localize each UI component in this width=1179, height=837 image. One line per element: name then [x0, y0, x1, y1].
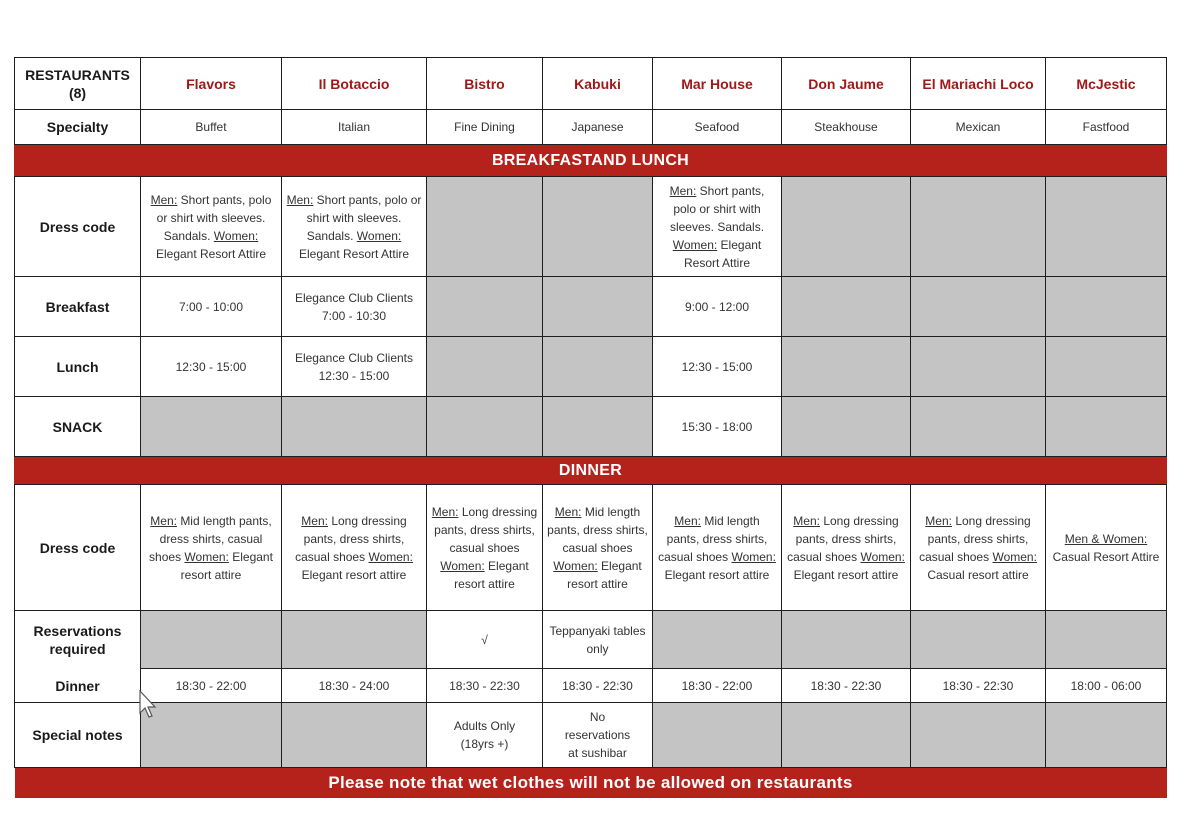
men-label: Men:	[150, 192, 178, 207]
women-dress-text: Elegant resort attire	[567, 558, 642, 591]
bl-dress-code-row	[15, 177, 1167, 277]
women-dress-text: Casual resort attire	[927, 567, 1029, 582]
breakfast-donjaume-unavailable	[782, 277, 911, 337]
men-label: Men:	[286, 192, 314, 207]
notes-flavors-unavailable	[141, 703, 282, 768]
reservations-donjaume-unavailable	[782, 611, 911, 669]
women-label: Women:	[213, 228, 259, 243]
reservations-mariachi-unavailable	[911, 611, 1046, 669]
notes-bistro: Adults Only (18yrs +)	[427, 703, 543, 768]
men-label: Men:	[925, 513, 952, 528]
dinner-time-donjaume: 18:30 - 22:30	[782, 669, 911, 703]
reservations-flavors-unavailable	[141, 611, 282, 669]
restaurants-count-label: RESTAURANTS (8)	[15, 58, 141, 110]
restaurant-name-bistro: Bistro	[427, 58, 543, 110]
specialty-flavors: Buffet	[141, 110, 282, 145]
footer-row	[15, 768, 1167, 798]
specialty-label: Specialty	[15, 110, 141, 145]
bl-dress-marhouse	[653, 177, 782, 277]
dinner-time-mcjestic: 18:00 - 06:00	[1046, 669, 1167, 703]
men-dress-text: Short pants, polo or shirt with sleeves. Sandals.	[669, 183, 765, 234]
dinner-dress-botaccio	[282, 485, 427, 611]
dinner-dress-mcjestic	[1046, 485, 1167, 611]
restaurant-name-kabuki: Kabuki	[543, 58, 653, 110]
notes-mcjestic-unavailable	[1046, 703, 1167, 768]
dinner-dress-flavors	[141, 485, 282, 611]
men-label: Men:	[669, 183, 697, 198]
men-dress-text: Mid length pants, dress shirts, casual shoes	[658, 513, 768, 564]
dinner-times-row	[15, 669, 1167, 703]
men-dress-text: Long dressing pants, dress shirts, casual shoes	[295, 513, 407, 564]
women-label: Women:	[184, 549, 229, 564]
breakfast-row	[15, 277, 1167, 337]
men-label: Men:	[554, 504, 582, 519]
breakfast-botaccio: Elegance Club Clients 7:00 - 10:30	[282, 277, 427, 337]
dinner-time-bistro: 18:30 - 22:30	[427, 669, 543, 703]
notes-marhouse-unavailable	[653, 703, 782, 768]
breakfast-flavors: 7:00 - 10:00	[141, 277, 282, 337]
women-dress-text: Elegant resort attire	[180, 549, 273, 582]
bl-dress-bistro-unavailable	[427, 177, 543, 277]
dinner-time-kabuki: 18:30 - 22:30	[543, 669, 653, 703]
women-dress-text: Elegant resort attire	[454, 558, 529, 591]
breakfast-label: Breakfast	[15, 277, 141, 337]
notes-donjaume-unavailable	[782, 703, 911, 768]
lunch-flavors: 12:30 - 15:00	[141, 337, 282, 397]
notes-mariachi-unavailable	[911, 703, 1046, 768]
specialty-marhouse: Seafood	[653, 110, 782, 145]
reservations-row	[15, 611, 1167, 669]
lunch-marhouse: 12:30 - 15:00	[653, 337, 782, 397]
specialty-row	[15, 110, 1167, 145]
bl-dress-code-label: Dress code	[15, 177, 141, 277]
reservations-label: Reservations required	[15, 611, 141, 669]
men-label: Men:	[150, 513, 177, 528]
men-dress-text: Mid length pants, dress shirts, casual shoes	[149, 513, 272, 564]
wet-clothes-notice: Please note that wet clothes will not be allowed on restaurants	[15, 768, 1167, 798]
bl-dress-kabuki-unavailable	[543, 177, 653, 277]
specialty-donjaume: Steakhouse	[782, 110, 911, 145]
restaurant-name-mcjestic: McJestic	[1046, 58, 1167, 110]
restaurant-name-donjaume: Don Jaume	[782, 58, 911, 110]
women-dress-text: Elegant Resort Attire	[683, 237, 762, 270]
men-label: Men:	[793, 513, 820, 528]
lunch-mariachi-unavailable	[911, 337, 1046, 397]
men-dress-text: Long dressing pants, dress shirts, casual shoes	[787, 513, 899, 564]
breakfast-lunch-title: BREAKFASTAND LUNCH	[15, 145, 1167, 177]
women-label: Women:	[368, 549, 413, 564]
bl-dress-botaccio	[282, 177, 427, 277]
restaurants-header-row	[15, 58, 1167, 110]
mouse-cursor-icon	[138, 690, 160, 720]
snack-flavors-unavailable	[141, 397, 282, 457]
women-dress-text: Elegant Resort Attire	[298, 246, 410, 261]
women-label: Women:	[440, 558, 485, 573]
lunch-donjaume-unavailable	[782, 337, 911, 397]
dinner-dress-bistro	[427, 485, 543, 611]
notes-kabuki: No reservations at sushibar	[543, 703, 653, 768]
dinner-time-marhouse: 18:30 - 22:00	[653, 669, 782, 703]
specialty-mariachi: Mexican	[911, 110, 1046, 145]
dinner-time-mariachi: 18:30 - 22:30	[911, 669, 1046, 703]
bl-dress-donjaume-unavailable	[782, 177, 911, 277]
women-label: Women:	[992, 549, 1037, 564]
snack-botaccio-unavailable	[282, 397, 427, 457]
men-label: Men:	[301, 513, 328, 528]
reservations-marhouse-unavailable	[653, 611, 782, 669]
restaurant-name-marhouse: Mar House	[653, 58, 782, 110]
lunch-mcjestic-unavailable	[1046, 337, 1167, 397]
dinner-time-botaccio: 18:30 - 24:00	[282, 669, 427, 703]
women-dress-text: Elegant Resort Attire	[155, 246, 267, 261]
men-women-dress-text: Casual Resort Attire	[1052, 549, 1160, 564]
women-dress-text: Elegant resort attire	[664, 567, 770, 582]
bl-dress-mariachi-unavailable	[911, 177, 1046, 277]
reservations-bistro: √	[427, 611, 543, 669]
lunch-bistro-unavailable	[427, 337, 543, 397]
men-label: Men:	[431, 504, 459, 519]
snack-donjaume-unavailable	[782, 397, 911, 457]
snack-bistro-unavailable	[427, 397, 543, 457]
snack-mcjestic-unavailable	[1046, 397, 1167, 457]
snack-mariachi-unavailable	[911, 397, 1046, 457]
dinner-dress-mariachi	[911, 485, 1046, 611]
breakfast-mariachi-unavailable	[911, 277, 1046, 337]
restaurant-name-flavors: Flavors	[141, 58, 282, 110]
men-dress-text: Short pants, polo or shirt with sleeves. Sandals.	[156, 192, 272, 243]
dinner-dress-kabuki	[543, 485, 653, 611]
dinner-dress-marhouse	[653, 485, 782, 611]
dinner-dress-donjaume	[782, 485, 911, 611]
breakfast-marhouse: 9:00 - 12:00	[653, 277, 782, 337]
bl-dress-flavors	[141, 177, 282, 277]
restaurant-schedule-table	[14, 57, 1167, 798]
dinner-dress-code-label: Dress code	[15, 485, 141, 611]
men-dress-text: Long dressing pants, dress shirts, casual shoes	[434, 504, 538, 555]
lunch-kabuki-unavailable	[543, 337, 653, 397]
specialty-mcjestic: Fastfood	[1046, 110, 1167, 145]
women-label: Women:	[731, 549, 776, 564]
reservations-mcjestic-unavailable	[1046, 611, 1167, 669]
specialty-bistro: Fine Dining	[427, 110, 543, 145]
men-women-label: Men & Women:	[1064, 531, 1148, 546]
dinner-band	[15, 457, 1167, 485]
restaurant-name-botaccio: Il Botaccio	[282, 58, 427, 110]
reservations-botaccio-unavailable	[282, 611, 427, 669]
notes-botaccio-unavailable	[282, 703, 427, 768]
women-label: Women:	[553, 558, 598, 573]
men-dress-text: Short pants, polo or shirt with sleeves. Sandals.	[306, 192, 422, 243]
men-label: Men:	[674, 513, 701, 528]
restaurant-name-mariachi: El Mariachi Loco	[911, 58, 1046, 110]
breakfast-bistro-unavailable	[427, 277, 543, 337]
men-dress-text: Mid length pants, dress shirts, casual shoes	[547, 504, 648, 555]
specialty-botaccio: Italian	[282, 110, 427, 145]
women-dress-text: Elegant resort attire	[793, 567, 899, 582]
special-notes-label: Special notes	[15, 703, 141, 768]
dinner-title: DINNER	[15, 457, 1167, 485]
lunch-label: Lunch	[15, 337, 141, 397]
specialty-kabuki: Japanese	[543, 110, 653, 145]
breakfast-lunch-band	[15, 145, 1167, 177]
reservations-kabuki: Teppanyaki tables only	[543, 611, 653, 669]
snack-marhouse: 15:30 - 18:00	[653, 397, 782, 457]
snack-kabuki-unavailable	[543, 397, 653, 457]
women-dress-text: Elegant resort attire	[301, 567, 407, 582]
women-label: Women:	[672, 237, 718, 252]
women-label: Women:	[860, 549, 905, 564]
lunch-row	[15, 337, 1167, 397]
breakfast-mcjestic-unavailable	[1046, 277, 1167, 337]
dinner-label: Dinner	[15, 669, 141, 703]
breakfast-kabuki-unavailable	[543, 277, 653, 337]
lunch-botaccio: Elegance Club Clients 12:30 - 15:00	[282, 337, 427, 397]
snack-row	[15, 397, 1167, 457]
dinner-time-flavors: 18:30 - 22:00	[141, 669, 282, 703]
special-notes-row	[15, 703, 1167, 768]
women-label: Women:	[356, 228, 402, 243]
men-dress-text: Long dressing pants, dress shirts, casual shoes	[919, 513, 1031, 564]
bl-dress-mcjestic-unavailable	[1046, 177, 1167, 277]
dinner-dress-code-row	[15, 485, 1167, 611]
snack-label: SNACK	[15, 397, 141, 457]
